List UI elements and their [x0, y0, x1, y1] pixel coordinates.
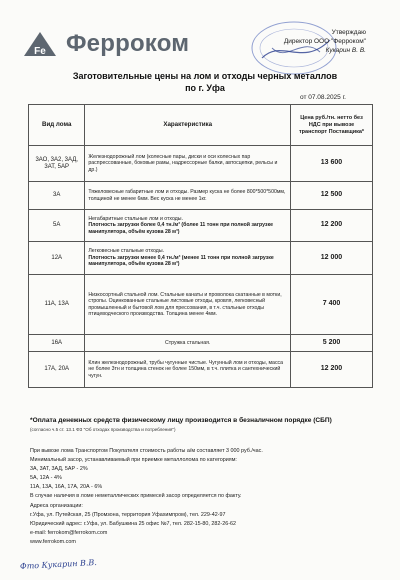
document-title [40, 70, 370, 94]
table-row [29, 352, 373, 388]
price-table [28, 104, 373, 388]
cell-desc [85, 146, 291, 182]
cell-desc-text: Легковесные стальные отходы. [88, 248, 164, 255]
table-row [29, 182, 373, 210]
cell-desc-bold: Плотность загрузки менее 0,4 тн./м³ (менее 11 тонн при полной загрузке манипулятора, объём кузова 28 м³) [88, 254, 274, 268]
info-line: При вывозе лома Транспортом Покупателя стоимость работы а/м составляет 3 000 руб./час. [30, 448, 263, 454]
cell-kind: 3АО, 3А2, 3АД, 3АТ, 5АР [29, 146, 85, 182]
cell-price: 7 400 [291, 275, 373, 335]
payment-footnote: *Оплата денежных средств физическому лицу производится в безналичном порядке (СБП) [30, 417, 332, 424]
email-link[interactable]: e-mail: ferrokom@ferrokom.com [30, 529, 108, 536]
approval-line-2: Директор ООО "Ферроком" [283, 38, 366, 45]
cell-price: 12 200 [291, 352, 373, 388]
info-line: 3А, 3АТ, 3АД, 5АР - 2% [30, 466, 88, 473]
cell-kind: 17А, 20А [29, 352, 85, 388]
info-line: Минимальный засор, устанавливаемый при приемке металлолома по категориям: [30, 457, 237, 464]
info-line: Юридический адрес: г.Уфа, ул. Бабушкина 25 офис №7, тел. 282-15-80, 282-26-62 [30, 520, 236, 527]
header-desc: Характеристика [85, 105, 291, 146]
approval-block [256, 28, 366, 55]
info-line: Адреса организации: [30, 502, 83, 509]
cell-kind: 3А [29, 182, 85, 210]
info-line: В случае наличия в ломе неметаллических примесей засор определяется по факту. [30, 493, 242, 500]
website-link[interactable]: www.ferrokom.com [30, 538, 76, 545]
cell-desc [85, 335, 291, 352]
info-line: 11А, 13А, 16А, 17А, 20А - 6% [30, 484, 103, 491]
table-row [29, 210, 373, 242]
cell-price: 5 200 [291, 335, 373, 352]
approval-line-1: Утверждаю [331, 29, 366, 36]
cell-desc [85, 242, 291, 275]
payment-footnote-law: (согласно ч.5 ст. 13.1 ФЗ "Об отходах производства и потребления") [30, 427, 176, 432]
title-line-2: по г. Уфа [185, 83, 225, 93]
cell-desc-text: Тяжеловесные габаритные лом и отходы. Размер куска не более 800*500*500мм, толщиной не менее 6мм. Вес куска не менее 1кг. [88, 189, 286, 202]
cell-desc-text: Стружка стальная. [165, 339, 211, 346]
cell-desc-text: Низкосортный стальной лом. Стальные канаты и проволока скатанные в мотки, стропы. Оцинкованные стальные листовые отходы, кровля, легковесный промышленный и бытовой лом для прессования, в т.ч. стальные отходы птицеводческого производства. Толщина менее 4мм. [88, 291, 282, 317]
info-line: 5А, 12А - 4% [30, 475, 62, 482]
cell-kind: 16А [29, 335, 85, 352]
cell-desc-bold: Плотность загрузки более 0,4 тн./м³ (более 11 тонн при полной загрузке манипулятора, объём кузова 28 м³) [88, 222, 273, 235]
logo-mark-icon [22, 30, 62, 58]
company-logo [22, 30, 189, 58]
table-row [29, 242, 373, 275]
cell-desc [85, 182, 291, 210]
table-header-row [29, 105, 373, 146]
table-row [29, 146, 373, 182]
handwritten-signature: Фто Кукарин В.В. [19, 557, 98, 572]
header-price: Цена руб./тн. нетто без НДС при вывозе транспорт Поставщика* [291, 105, 373, 146]
cell-desc [85, 275, 291, 335]
title-line-1: Заготовительные цены на лом и отходы черных металлов [72, 71, 338, 81]
company-name: Ферроком [66, 30, 190, 57]
cell-desc-text: Негабаритные стальные лом и отходы. [88, 215, 183, 222]
cell-desc-text: Железнодорожный лом (колесные пары, диски и оси колесных пар распрессованные, боковые рамы, надрессорные балки, автосцепки, рельсы и др.) [88, 153, 278, 173]
document-date: от 07.08.2025 г. [300, 94, 346, 101]
cell-desc-text: Клин железнодорожный, трубы чугунные чистые. Чугунный лом и отходы, масса не более 3тн и толщина стенок не более 150мм, в т.ч. плитка и сантехнический чугун. [88, 359, 284, 379]
svg-text:Fe: Fe [34, 46, 46, 57]
cell-price: 13 600 [291, 146, 373, 182]
table-row [29, 335, 373, 352]
header-kind: Вид лома [29, 105, 85, 146]
cell-price: 12 500 [291, 182, 373, 210]
cell-desc [85, 210, 291, 242]
cell-desc [85, 352, 291, 388]
cell-kind: 12А [29, 242, 85, 275]
table-row [29, 275, 373, 335]
cell-kind: 11А, 13А [29, 275, 85, 335]
cell-price: 12 200 [291, 210, 373, 242]
info-block [30, 447, 375, 547]
cell-price: 12 000 [291, 242, 373, 275]
cell-kind: 5А [29, 210, 85, 242]
info-line: г.Уфа, ул. Путейская, 25 (Промзона, территория Уфахимпром), тел. 229-42-97 [30, 511, 226, 518]
approval-line-3: Кукарин В. В. [325, 47, 366, 54]
